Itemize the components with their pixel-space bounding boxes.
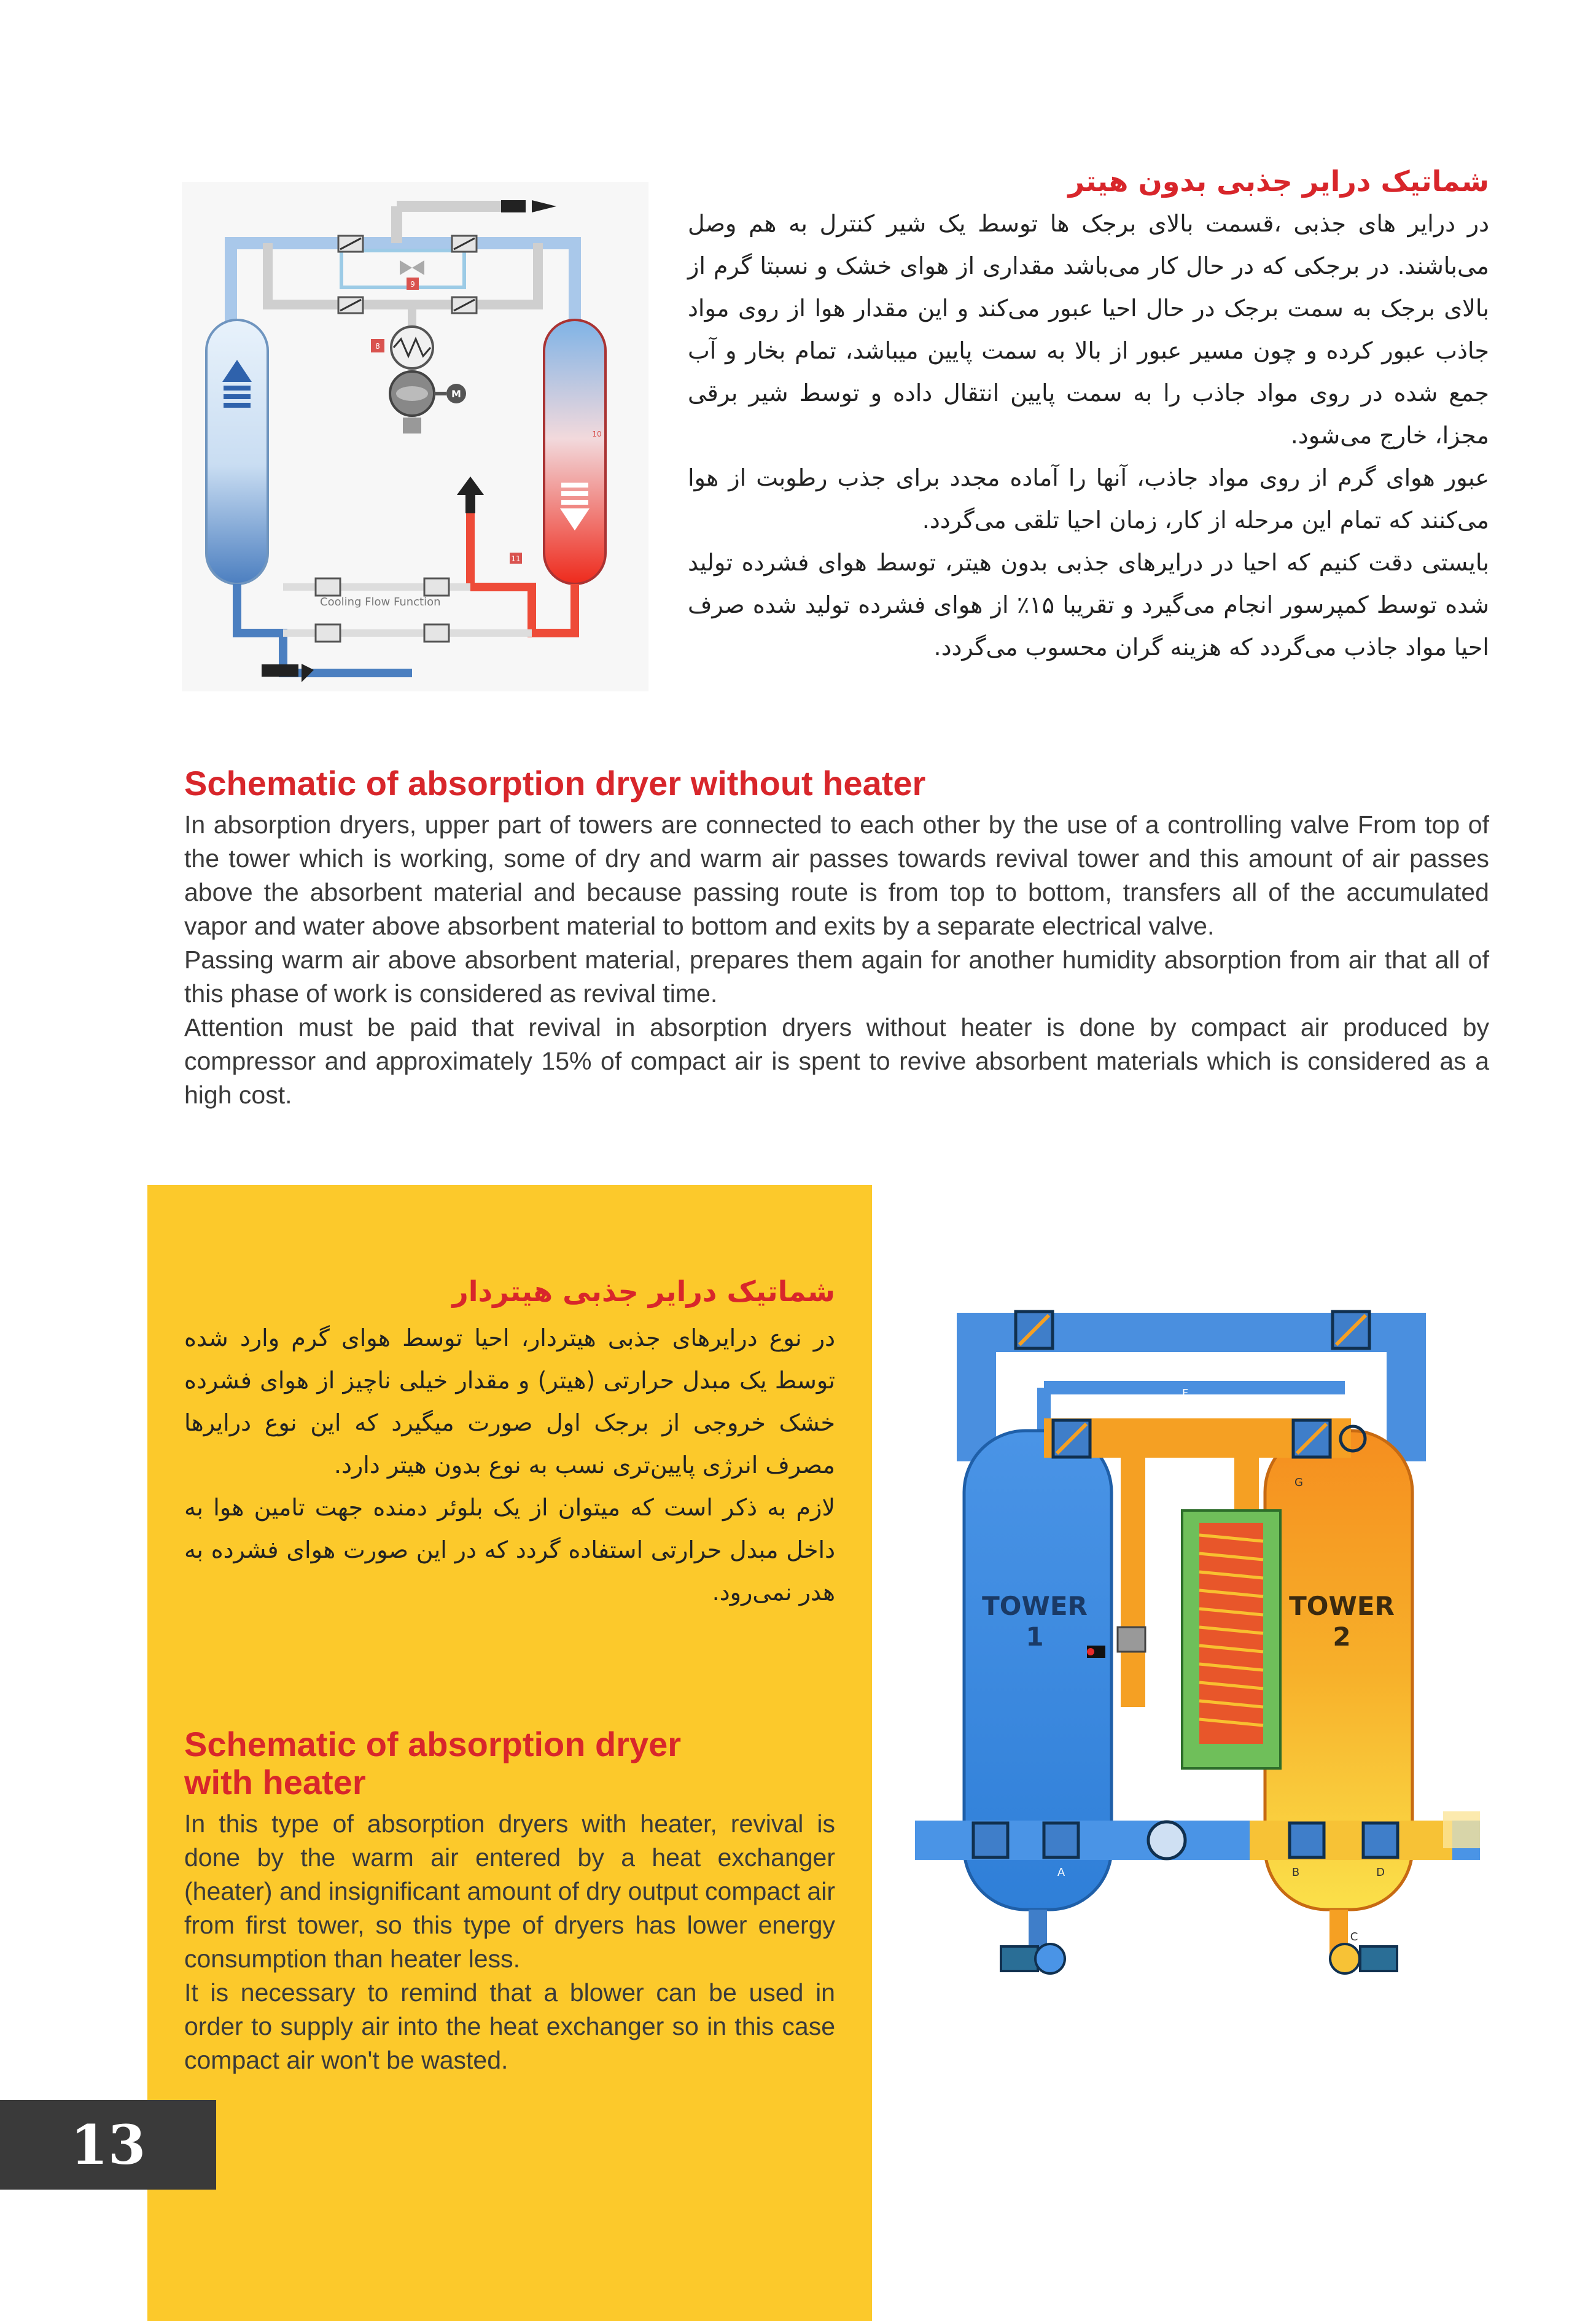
valve-c-label: C [1350,1930,1358,1943]
en-paragraph: In absorption dryers, upper part of towers are connected to each other by the use of a controlling valve From top of the tower which is working, some of dry and warm air passes towards revival tower and this amount of air passes above the absorbent material and because passing route is from top to bottom, transfers all of the accumulated vapor and water above absorbent material to bottom and exits by a separate electrical valve. [184,811,1489,940]
en-body-heated [184,1807,835,2077]
page-number: 13 [0,2100,216,2190]
en-paragraph: In this type of absorption dryers with heater, revival is done by the warm air entered by a heat exchanger (heater) and insignificant amount of dry output compact air from first tower, so this type of dryers has lower energy consumption than heater less. [184,1810,835,1973]
valve-9-label: 9 [410,280,415,289]
tower-1-label-line1: TOWER [982,1591,1088,1621]
valve-g-label: G [1294,1476,1303,1489]
en-title-heated-line2: with heater [184,1763,366,1802]
valve-e-label: E [1206,1359,1213,1372]
diagram-heatless-dryer [182,182,648,691]
tower-2-label-line2: 2 [1333,1622,1351,1652]
en-body-heatless [184,808,1489,1112]
fa-paragraph: در نوع درایرهای جذبی هیتردار، احیا توسط هوای گرم وارد شده توسط یک مبدل حرارتی (هیتر) و مقدار خیلی ناچیز از هوای فشرده خشک خروجی از برجک اول صورت میگیرد که این نوع درایرها مصرف انرژی پایین‌تری نسب به نوع بدون هیتر دارد. [184,1324,835,1479]
heat-exchanger-8-label: 8 [375,342,380,351]
fa-body-heated [184,1317,835,1614]
fa-body-heatless [688,203,1489,669]
valve-a-label: A [1057,1866,1065,1879]
en-paragraph: It is necessary to remind that a blower can be used in order to supply air into the heat exchanger so in this case compact air won't be wasted. [184,1978,835,2074]
motor-label: M [451,388,461,400]
tower-10-label: 10 [592,430,602,438]
fa-paragraph: بایستی دقت کنیم که احیا در درایرهای جذبی بدون هیتر، توسط هوای فشرده تولید شده توسط کمپرسور انجام می‌گیرد و تقریبا ۱۵٪ از هوای فشرده تولید شده صرف احیا مواد جاذب می‌گردد که هزینه گران محسوب می‌گردد. [688,549,1489,661]
valve-11-label: 11 [511,554,521,563]
fa-paragraph: عبور هوای گرم از روی مواد جاذب، آنها را آماده مجدد برای جذب رطوبت از هوا می‌کنند که تمام این مرحله از کار، زمان احیا تلقی می‌گردد. [688,464,1489,534]
valve-f-label: F [1181,1387,1189,1400]
en-paragraph: Attention must be paid that revival in absorption dryers without heater is done by compact air produced by compressor and approximately 15% of compact air is spent to revive absorbent materials which is considered as a high cost. [184,1013,1489,1109]
diagram-heated-dryer [903,1277,1492,2008]
fa-paragraph: در درایر های جذبی ،قسمت بالای برجک ها توسط یک شیر کنترل به هم وصل می‌باشند. در برجکی که در حال کار می‌باشد مقداری از هوای خشک و نسبتا گرم از بالای برجک به سمت برجک در حال احیا عبور می‌کند و این مقدار هوا از روی مواد جاذب عبور کرده و چون مسیر عبور از بالا به سمت پایین میباشد، تمام بخار و آب جمع شده در روی مواد جاذب را به سمت پایین انتقال داده و توسط شیر برقی مجزا، خارج می‌شود. [688,210,1489,449]
tower-2-label-line1: TOWER [1289,1591,1395,1621]
valve-b-label: B [1291,1866,1300,1879]
en-title-heatless: Schematic of absorption dryer without heater [184,764,926,803]
tower-1-label-line2: 1 [1026,1622,1044,1652]
en-paragraph: Passing warm air above absorbent material, prepares them again for another humidity absorption from air that all of this phase of work is considered as revival time. [184,946,1489,1008]
en-title-heated [184,1725,847,1802]
fa-paragraph: لازم به ذکر است که میتوان از یک بلوئر دمنده جهت تامین هوا به داخل مبدل حرارتی استفاده گردد که در این صورت هوای فشرده به هدر نمی‌رود. [184,1494,835,1606]
en-title-heated-line1: Schematic of absorption dryer [184,1725,682,1763]
function-caption: Cooling Flow Function [320,596,441,608]
valve-d-label: D [1376,1866,1385,1879]
fa-title-heated: شماتیک درایر جذبی هیتردار [452,1275,835,1308]
fa-title-heatless: شماتیک درایر جذبی بدون هیتر [1068,165,1489,198]
